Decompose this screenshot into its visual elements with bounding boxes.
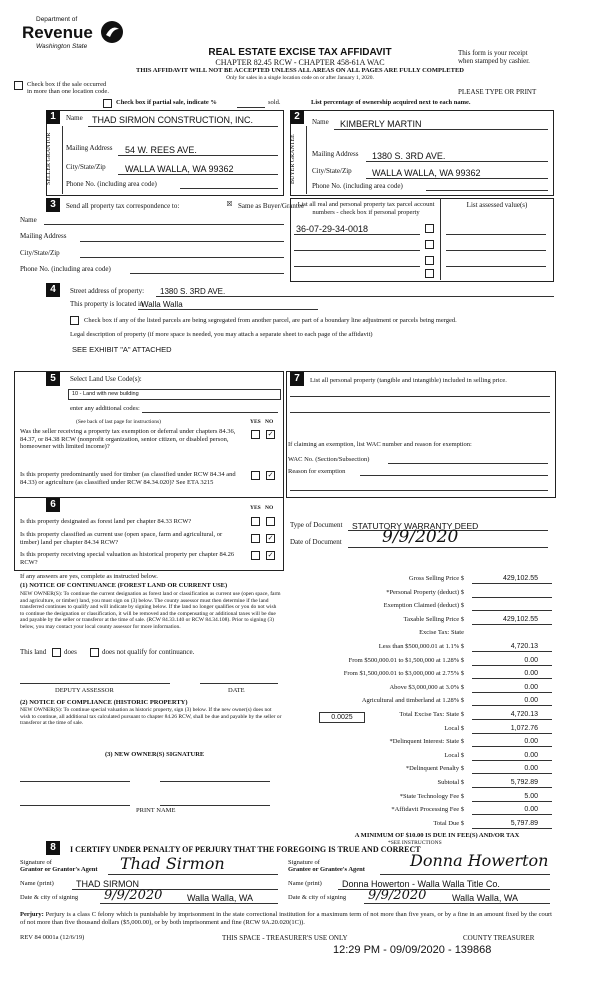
continuance-title: (1) NOTICE OF CONTINUANCE (FOREST LAND OR CURRENT USE) <box>20 582 228 589</box>
personal-property-label: List all personal property (tangible and intangible) included in selling price. <box>310 377 507 384</box>
section-6-number: 6 <box>46 498 60 512</box>
parcel-2-personal-checkbox[interactable] <box>425 240 434 249</box>
check-sale-1: Check box if the sale occurred <box>27 81 107 88</box>
tax-row-label: Agricultural and timberland at 1.28% $ <box>361 697 464 705</box>
tax-row-label: From $1,500,000.01 to $3,000,000 at 2.75% $ <box>343 670 464 678</box>
tax-row-underline <box>472 773 552 774</box>
parcel-3-personal-checkbox[interactable] <box>425 256 434 265</box>
grantor-sig-label-1: Signature of <box>20 859 52 866</box>
form-chapter: CHAPTER 82.45 RCW - CHAPTER 458-61A WAC <box>215 58 385 67</box>
tax-row-underline <box>472 597 552 598</box>
form-notice: THIS AFFIDAVIT WILL NOT BE ACCEPTED UNLESS ALL AREAS ON ALL PAGES ARE FULLY COMPLETED <box>136 67 464 74</box>
check-sale-2: in more than one location code. <box>27 88 109 95</box>
seller-name-field[interactable]: THAD SIRMON CONSTRUCTION, INC. <box>92 115 253 125</box>
tax-row-value[interactable]: 0.00 <box>524 683 538 691</box>
tax-row-value[interactable]: 0.00 <box>524 697 538 705</box>
corr-name-label: Name <box>20 216 37 224</box>
does-not-label: does not qualify for continuance. <box>102 648 195 656</box>
does-label: does <box>64 648 77 656</box>
tax-row-value[interactable]: 5.00 <box>524 792 538 800</box>
tax-row-value[interactable]: 0.00 <box>524 670 538 678</box>
street-address-field[interactable]: 1380 S. 3RD AVE. <box>160 287 226 296</box>
tax-row-underline <box>472 583 552 584</box>
perjury-text: Perjury is a class C felony which is punishable by imprisonment in the state correctional institution for a maximum term of not more than five years, or by a fine in an amount fixed by the court of not more than five thousand dollars ($5,000.00), or by both imprisonment and fine (RCW 9A.20.020(1C)). <box>20 911 552 926</box>
legal-description-field[interactable]: SEE EXHIBIT "A" ATTACHED <box>72 345 172 354</box>
seller-mailing-label: Mailing Address <box>66 144 113 152</box>
section-2-number: 2 <box>290 110 304 124</box>
dept-big: Revenue <box>22 23 93 42</box>
land-use-label: Select Land Use Code(s): <box>70 375 142 383</box>
tax-row-value[interactable]: 1,072.76 <box>510 724 538 732</box>
tax-row-underline <box>472 678 552 679</box>
seller-mailing-field[interactable]: 54 W. REES AVE. <box>125 145 197 155</box>
tax-row-underline <box>472 651 552 652</box>
partial-sale-checkbox[interactable] <box>103 99 112 108</box>
sold-label: sold. <box>268 99 281 106</box>
tax-row-value[interactable]: 0.00 <box>524 751 538 759</box>
grantee-signature[interactable]: Donna Howerton <box>410 851 549 870</box>
tax-row-label: *Delinquent Interest: State $ <box>389 738 464 746</box>
seller-side-label: SELLER GRANTOR <box>46 132 52 186</box>
perjury-notice <box>20 911 552 926</box>
receipt-line-2: when stamped by cashier. <box>458 57 530 65</box>
section-7-number: 7 <box>290 372 304 386</box>
tax-row-underline <box>472 610 552 611</box>
legal-description-label: Legal description of property (if more space is needed, you may attach a separate sheet to each page of the affidavit) <box>70 331 373 338</box>
tax-row-underline <box>472 733 552 734</box>
land-use-select[interactable]: 10 - Land with new building <box>68 389 281 400</box>
tax-row-underline <box>472 624 552 625</box>
multi-location-checkbox[interactable] <box>14 81 23 90</box>
s5-question-1: Was the seller receiving a property tax exemption or deferral under chapters 84.36, 84.37, or 84.38 RCW (nonprofit organization, senior citizen, or disabled person, homeowner with limited income)? <box>20 428 236 450</box>
tax-row-underline <box>472 705 552 706</box>
treasurer-use-label: THIS SPACE - TREASURER'S USE ONLY <box>222 934 348 942</box>
send-correspondence-label: Send all property tax correspondence to: <box>66 202 180 210</box>
s5-yes-header: YES <box>250 419 261 425</box>
tax-row-value[interactable]: 429,102.55 <box>502 575 538 582</box>
tax-row-value[interactable]: 0.00 <box>524 806 538 814</box>
buyer-city-label: City/State/Zip <box>312 167 352 175</box>
tax-row-value[interactable]: 429,102.55 <box>502 615 538 623</box>
receipt-line-1: This form is your receipt <box>458 49 528 57</box>
tax-row-label: Above $3,000,000 at 3.0% $ <box>389 683 464 691</box>
local-rate-field[interactable]: 0.0025 <box>319 712 365 723</box>
tax-row-label: *Affidavit Processing Fee $ <box>391 806 464 814</box>
section-7-box <box>286 371 556 498</box>
s6-question-2: Is this property classified as current use (open space, farm and agricultural, or timber) land per chapter 84.34 RCW? <box>20 531 223 546</box>
tax-row-underline <box>472 719 552 720</box>
parcel-1-personal-checkbox[interactable] <box>425 224 434 233</box>
grantor-sig-label-2: Grantor or Grantor's Agent <box>20 866 98 873</box>
s5-q1-yes-checkbox[interactable] <box>251 430 260 439</box>
tax-row-value[interactable]: 5,797.89 <box>510 819 538 827</box>
s6-yes-header: YES <box>250 505 261 511</box>
tax-row-underline <box>472 692 552 693</box>
same-as-buyer-label: Same as Buyer/Grantee <box>238 202 305 210</box>
tax-row-label: Less than $500,000.01 at 1.1% $ <box>378 643 464 650</box>
tax-row-label: From $500,000.01 to $1,500,000 at 1.28% $ <box>348 656 464 664</box>
ownership-label: List percentage of ownership acquired next to each name. <box>311 99 471 106</box>
wac-number-label: WAC No. (Section/Subsection) <box>288 456 370 463</box>
s5-q1-no-checkbox[interactable]: ✓ <box>267 430 274 438</box>
tax-row-underline <box>472 801 552 802</box>
tax-row-underline <box>472 665 552 666</box>
grantee-sig-label-1: Signature of <box>288 859 320 866</box>
section-3-number: 3 <box>46 198 60 212</box>
reason-label: Reason for exemption <box>288 468 346 475</box>
s6-q3-yes-checkbox[interactable] <box>251 551 260 560</box>
grantee-date-city-label: Date & city of signing <box>288 894 347 901</box>
tax-row-value[interactable]: 4,720.13 <box>510 711 538 718</box>
treasurer-stamp: 12:29 PM - 09/09/2020 - 139868 <box>333 944 492 956</box>
tax-row-label: Total Due $ <box>433 819 464 827</box>
see-instructions: *SEE INSTRUCTIONS <box>388 840 442 846</box>
s5-q2-no-checkbox[interactable]: ✓ <box>267 471 274 479</box>
s6-question-3: Is this property receiving special valuation as historical property per chapter 84.26 RCW? <box>20 551 235 566</box>
tax-row-underline <box>472 814 552 815</box>
continuance-text: NEW OWNER(S): To continue the current designation as forest land or classification as current use (open space, farm and agriculture, or timber) land, you must sign on (3) below. The county assessor must then determine if the land transferred continues to qualify and will indicate by signing below. If the land no longer qualifies or you do not wish to continue the designation or classification, it will be removed and the compensating or additional taxes will be due and payable by the seller or transferor at the time of sale. (RCW 84.33.140 or RCW 84.34.108). Prior to signing (3) below, you may contact your local county assessor for more information. <box>20 591 281 630</box>
new-owner-signature-label: (3) NEW OWNER(S) SIGNATURE <box>105 751 205 758</box>
exemption-label: If claiming an exemption, list WAC number and reason for exemption: <box>288 441 472 448</box>
grantee-name-print-label: Name (print) <box>288 880 322 887</box>
s6-no-header: NO <box>265 505 274 511</box>
buyer-side-label: BUYER GRANTEE <box>290 134 296 184</box>
tax-row-underline <box>472 787 552 788</box>
segregated-label: Check box if any of the listed parcels are being segregated from another parcel, are part of a boundary line adjustment or parcels being merged. <box>84 317 457 324</box>
buyer-name-field[interactable]: KIMBERLY MARTIN <box>340 119 422 129</box>
tax-row-underline <box>472 828 552 829</box>
seller-phone-label: Phone No. (including area code) <box>66 180 157 188</box>
dept-small: Department of <box>36 16 78 23</box>
revenue-logo <box>22 16 132 60</box>
form-only-for: Only for sales in a single location code on or after January 1, 2020. <box>226 75 374 81</box>
compliance-title: (2) NOTICE OF COMPLIANCE (HISTORIC PROPERTY) <box>20 699 188 706</box>
s5-question-2: Is this property predominantly used for timber (as classified under RCW 84.34 and 84.33) or agriculture (as classified under RCW 84.34.020)? See ETA 3215 <box>20 471 236 486</box>
minimum-due-note: A MINIMUM OF $10.00 IS DUE IN FEE(S) AND/OR TAX <box>354 832 520 839</box>
tax-row-label: Gross Selling Price $ <box>408 575 464 582</box>
section-1-number: 1 <box>46 110 60 124</box>
tax-row-value[interactable]: 0.00 <box>524 738 538 746</box>
doc-type-label: Type of Document <box>290 521 343 529</box>
assessed-header: List assessed value(s) <box>466 201 528 209</box>
doc-date-field[interactable]: 9/9/2020 <box>382 527 459 547</box>
deputy-date-label: DATE <box>228 687 245 694</box>
tax-row-label: Taxable Selling Price $ <box>403 615 464 623</box>
perjury-label: Perjury: <box>20 911 44 918</box>
tax-row-label: Subtotal $ <box>437 779 464 786</box>
street-address-label: Street address of property: <box>70 287 145 295</box>
seller-name-label: Name <box>66 114 83 122</box>
grantor-signature[interactable]: Thad Sirmon <box>120 854 225 873</box>
buyer-name-label: Name <box>312 118 329 126</box>
dept-state: Washington State <box>36 43 88 50</box>
tax-row-label: Exemption Claimed (deduct) $ <box>383 602 464 610</box>
section-8-number: 8 <box>46 841 60 855</box>
same-as-buyer-checkbox[interactable]: ☒ <box>226 200 233 208</box>
compliance-text: NEW OWNER(S): To continue special valuation as historic property, sign (3) below. If the new owner(s) does not wish to continue, all additional tax calculated pursuant to chapter 84.26 RCW, shall be due and payable by the seller or transferor at the time of sale. <box>20 707 282 726</box>
buyer-mailing-label: Mailing Address <box>312 150 359 158</box>
tax-row-label: Local $ <box>444 724 464 732</box>
seller-city-field[interactable]: WALLA WALLA, WA 99362 <box>125 164 234 174</box>
please-type: PLEASE TYPE OR PRINT <box>458 88 537 96</box>
land-does-checkbox[interactable] <box>52 648 61 657</box>
tax-row-label: *State Technology Fee $ <box>399 792 464 800</box>
doc-date-label: Date of Document <box>290 538 342 546</box>
section-4-number: 4 <box>46 283 60 297</box>
deputy-assessor-label: DEPUTY ASSESSOR <box>55 687 114 694</box>
buyer-mailing-field[interactable]: 1380 S. 3RD AVE. <box>372 151 446 161</box>
s6-q2-no-checkbox[interactable]: ✓ <box>267 534 274 542</box>
segregated-checkbox[interactable] <box>70 316 79 325</box>
grantor-name-field[interactable]: THAD SIRMON <box>76 879 139 889</box>
tax-row-underline <box>472 760 552 761</box>
grantor-date-field[interactable]: 9/9/2020 <box>104 888 163 903</box>
grantor-date-city-label: Date & city of signing <box>20 894 79 901</box>
s6-q1-yes-checkbox[interactable] <box>251 517 260 526</box>
land-does-not-checkbox[interactable] <box>90 648 99 657</box>
s5-q2-yes-checkbox[interactable] <box>251 471 260 480</box>
tax-row-underline <box>472 746 552 747</box>
tax-row-label: *Delinquent Penalty $ <box>405 765 464 773</box>
this-land-label: This land <box>20 648 47 656</box>
tax-row-value[interactable]: 4,720.13 <box>510 643 538 650</box>
grantee-date-field[interactable]: 9/9/2020 <box>368 888 427 903</box>
form-title: REAL ESTATE EXCISE TAX AFFIDAVIT <box>208 47 392 58</box>
grantee-city-field[interactable]: Walla Walla, WA <box>452 893 519 903</box>
buyer-city-field[interactable]: WALLA WALLA, WA 99362 <box>372 168 481 178</box>
revenue-emblem-icon <box>100 20 124 44</box>
corr-phone-label: Phone No. (including area code) <box>20 265 111 273</box>
tax-row-label: Excise Tax: State <box>419 629 464 637</box>
tax-row-label: Local $ <box>444 751 464 759</box>
tax-row-value[interactable]: 0.00 <box>524 656 538 664</box>
grantee-sig-label-2: Grantee or Grantee's Agent <box>288 866 365 873</box>
additional-codes-label: enter any additional codes: <box>70 405 140 412</box>
grantor-city-field[interactable]: Walla Walla, WA <box>187 893 254 903</box>
tax-row-label: *Personal Property (deduct) $ <box>386 588 464 596</box>
s6-q2-yes-checkbox[interactable] <box>251 534 260 543</box>
grantor-name-print-label: Name (print) <box>20 880 54 887</box>
if-any-yes: If any answers are yes, complete as instructed below. <box>20 573 158 580</box>
grantee-name-field[interactable]: Donna Howerton - Walla Walla Title Co. <box>342 879 500 889</box>
form-number: REV 84 0001a (12/6/19) <box>20 934 85 941</box>
corr-city-label: City/State/Zip <box>20 249 60 257</box>
parcel-header: List all real and personal property tax parcel account numbers - check box if personal property <box>297 201 435 216</box>
tax-row-value[interactable]: 5,792.89 <box>510 779 538 786</box>
county-treasurer-label: COUNTY TREASURER <box>463 934 535 942</box>
s5-no-header: NO <box>265 419 274 425</box>
tax-row-value[interactable]: 0.00 <box>524 765 538 773</box>
parcel-number-1[interactable]: 36-07-29-34-0018 <box>296 224 369 234</box>
certify-statement: I CERTIFY UNDER PENALTY OF PERJURY THAT THE FOREGOING IS TRUE AND CORRECT <box>70 845 421 854</box>
located-in-label: This property is located in <box>70 300 144 308</box>
located-in-field[interactable]: Walla Walla <box>141 300 183 309</box>
buyer-phone-label: Phone No. (including area code) <box>312 182 403 190</box>
see-back-label: (See back of last page for instructions) <box>76 419 161 425</box>
seller-city-label: City/State/Zip <box>66 163 106 171</box>
s6-q1-no-checkbox[interactable] <box>266 517 275 526</box>
print-name-label: PRINT NAME <box>136 807 176 814</box>
corr-mailing-label: Mailing Address <box>20 232 67 240</box>
parcel-4-personal-checkbox[interactable] <box>425 269 434 278</box>
doc-type-field[interactable]: STATUTORY WARRANTY DEED <box>352 521 479 531</box>
partial-sale-label: Check box if partial sale, indicate % <box>116 99 217 106</box>
tax-table <box>286 570 556 842</box>
s6-question-1: Is this property designated as forest land per chapter 84.33 RCW? <box>20 518 192 525</box>
s6-q3-no-checkbox[interactable]: ✓ <box>267 551 274 559</box>
tax-row-label: Total Excise Tax: State $ <box>399 711 464 718</box>
section-5-number: 5 <box>46 372 60 386</box>
